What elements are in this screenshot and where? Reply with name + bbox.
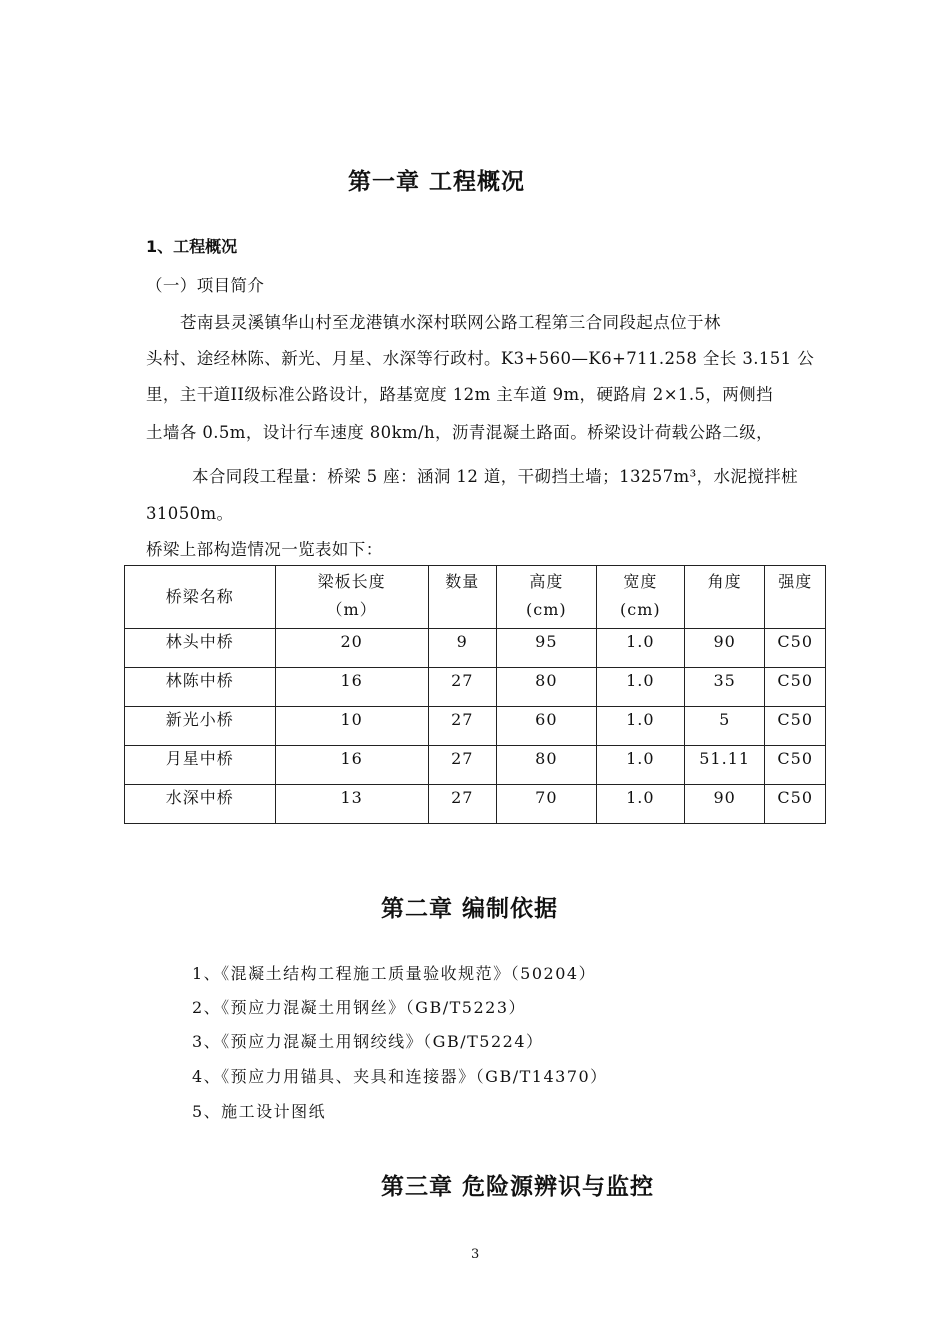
paragraph-line: 本合同段工程量：桥梁 5 座：涵洞 12 道，干砌挡土墙；13257m³，水泥搅拌桩 [192,467,799,486]
header-length-label: 梁板长度 [317,572,386,591]
paragraph-line: 头村、途经林陈、新光、月星、水深等行政村。K3+560—K6+711.258 全长 3.151 公 [146,349,815,368]
cell-strength: C50 [765,668,826,707]
cell-width: 1.0 [596,707,684,746]
header-length [275,566,428,629]
cell-count: 27 [428,785,496,824]
bridge-table [124,565,826,824]
cell-width: 1.0 [596,668,684,707]
cell-height: 80 [496,668,596,707]
cell-angle: 90 [684,785,764,824]
cell-length: 10 [275,707,428,746]
cell-angle: 90 [684,629,764,668]
cell-strength: C50 [765,629,826,668]
cell-length: 13 [275,785,428,824]
cell-height: 60 [496,707,596,746]
cell-height: 95 [496,629,596,668]
header-bridge-name: 桥梁名称 [125,566,276,629]
section-title: 1、工程概况 [146,237,238,256]
header-width [596,566,684,629]
table-row [125,707,826,746]
cell-bridge-name: 林陈中桥 [125,668,276,707]
header-height [496,566,596,629]
cell-count: 9 [428,629,496,668]
cell-bridge-name: 水深中桥 [125,785,276,824]
cell-count: 27 [428,707,496,746]
cell-bridge-name: 新光小桥 [125,707,276,746]
chapter-3-title: 第三章 危险源辨识与监控 [381,1174,655,1200]
paragraph-line: 里，主干道II级标准公路设计，路基宽度 12m 主车道 9m，硬路肩 2×1.5，两侧挡 [146,385,773,404]
header-strength: 强度 [765,566,826,629]
header-width-label: 宽度 [623,572,658,591]
cell-height: 80 [496,746,596,785]
cell-bridge-name: 林头中桥 [125,629,276,668]
reference-item: 1、《混凝土结构工程施工质量验收规范》（50204） [192,964,597,983]
table-row [125,746,826,785]
cell-width: 1.0 [596,785,684,824]
cell-width: 1.0 [596,746,684,785]
paragraph-line: 土墙各 0.5m，设计行车速度 80km/h，沥青混凝土路面。桥梁设计荷载公路二级， [146,423,774,442]
cell-width: 1.0 [596,629,684,668]
cell-count: 27 [428,668,496,707]
table-row [125,668,826,707]
cell-count: 27 [428,746,496,785]
cell-bridge-name: 月星中桥 [125,746,276,785]
header-angle: 角度 [684,566,764,629]
cell-strength: C50 [765,785,826,824]
cell-strength: C50 [765,746,826,785]
table-header-row [125,566,826,629]
paragraph-line: 苍南县灵溪镇华山村至龙港镇水深村联网公路工程第三合同段起点位于林 [180,313,721,332]
table-row [125,785,826,824]
cell-height: 70 [496,785,596,824]
chapter-1-title: 第一章 工程概况 [348,169,526,195]
subsection-title: （一）项目简介 [146,276,265,295]
cell-angle: 35 [684,668,764,707]
paragraph-line: 31050m。 [146,504,234,523]
cell-strength: C50 [765,707,826,746]
cell-length: 20 [275,629,428,668]
header-height-unit: (cm) [526,600,567,619]
reference-item: 3、《预应力混凝土用钢绞线》（GB/T5224） [192,1032,544,1051]
header-length-unit: （m） [326,600,377,619]
cell-length: 16 [275,668,428,707]
header-height-label: 高度 [529,572,564,591]
header-width-unit: (cm) [620,600,661,619]
table-caption: 桥梁上部构造情况一览表如下： [146,540,383,559]
header-count: 数量 [428,566,496,629]
page-number: 3 [471,1247,480,1262]
table-row [125,629,826,668]
reference-item: 5、施工设计图纸 [192,1102,327,1121]
cell-length: 16 [275,746,428,785]
cell-angle: 51.11 [684,746,764,785]
chapter-2-title: 第二章 编制依据 [381,896,559,922]
cell-angle: 5 [684,707,764,746]
reference-item: 2、《预应力混凝土用钢丝》（GB/T5223） [192,998,527,1017]
reference-item: 4、《预应力用锚具、夹具和连接器》（GB/T14370） [192,1067,608,1086]
